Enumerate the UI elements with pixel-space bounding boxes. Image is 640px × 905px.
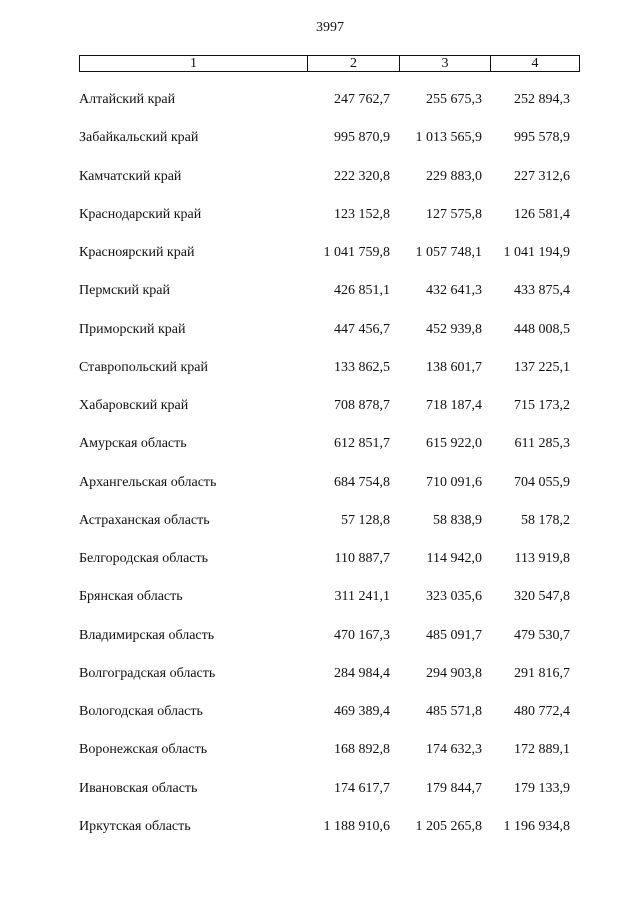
value-col-4: 480 772,4 [514, 704, 570, 719]
table-row [0, 356, 640, 394]
value-col-4: 1 196 934,8 [503, 818, 570, 834]
table-row [0, 318, 640, 356]
region-name: Иркутская область [79, 818, 191, 834]
table-row [0, 471, 640, 509]
table-row [0, 624, 640, 662]
value-col-4: 704 055,9 [514, 474, 570, 490]
value-col-2: 426 851,1 [334, 283, 390, 299]
value-col-3: 1 205 265,8 [415, 818, 482, 834]
value-col-4: 448 008,5 [514, 321, 570, 337]
value-col-2: 470 167,3 [334, 627, 390, 643]
table-row [0, 700, 640, 738]
value-col-2: 133 862,5 [334, 359, 390, 375]
value-col-3: 1 057 748,1 [415, 245, 482, 260]
value-col-4: 479 530,7 [514, 627, 570, 643]
table-row [0, 279, 640, 317]
value-col-3: 294 903,8 [426, 665, 482, 681]
value-col-2: 469 389,4 [334, 704, 390, 719]
value-col-3: 710 091,6 [426, 474, 482, 490]
region-name: Архангельская область [79, 474, 217, 490]
value-col-4: 995 578,9 [514, 130, 570, 146]
value-col-2: 174 617,7 [334, 780, 390, 796]
region-name: Воронежская область [79, 742, 208, 758]
table-row [0, 547, 640, 585]
value-col-3: 718 187,4 [426, 398, 482, 413]
value-col-3: 255 675,3 [426, 92, 482, 107]
value-col-2: 311 241,1 [334, 589, 390, 605]
value-col-4: 252 894,3 [514, 92, 570, 107]
value-col-4: 113 919,8 [514, 551, 570, 566]
region-name: Ставропольский край [79, 359, 208, 375]
table-row [0, 662, 640, 700]
value-col-2: 1 041 759,8 [323, 245, 390, 260]
column-header-table [79, 55, 580, 72]
table-row [0, 432, 640, 470]
region-name: Алтайский край [79, 92, 176, 107]
value-col-3: 138 601,7 [426, 359, 482, 375]
region-name: Камчатский край [79, 168, 182, 184]
column-header-2: 2 [308, 56, 400, 72]
value-col-3: 179 844,7 [426, 780, 482, 796]
value-col-3: 485 091,7 [426, 627, 482, 643]
value-col-4: 1 041 194,9 [503, 245, 570, 260]
value-col-2: 247 762,7 [334, 92, 390, 107]
column-header-row [80, 56, 580, 72]
table-row [0, 394, 640, 432]
value-col-4: 58 178,2 [521, 512, 570, 528]
table-row [0, 165, 640, 203]
value-col-3: 452 939,8 [426, 321, 482, 337]
value-col-4: 433 875,4 [514, 283, 570, 299]
region-name: Краснодарский край [79, 206, 202, 222]
value-col-2: 123 152,8 [334, 206, 390, 222]
value-col-2: 612 851,7 [334, 436, 390, 452]
table-row [0, 738, 640, 776]
value-col-2: 284 984,4 [334, 665, 390, 681]
value-col-4: 137 225,1 [514, 359, 570, 375]
table-row [0, 241, 640, 279]
table-body [0, 88, 640, 853]
value-col-3: 485 571,8 [426, 704, 482, 719]
region-name: Владимирская область [79, 627, 215, 643]
value-col-3: 58 838,9 [433, 512, 482, 528]
value-col-4: 126 581,4 [514, 206, 570, 222]
region-name: Хабаровский край [79, 398, 189, 413]
value-col-3: 432 641,3 [426, 283, 482, 299]
region-name: Брянская область [79, 589, 183, 605]
value-col-2: 222 320,8 [334, 168, 390, 184]
value-col-3: 323 035,6 [426, 589, 482, 605]
region-name: Вологодская область [79, 704, 203, 719]
value-col-4: 179 133,9 [514, 780, 570, 796]
region-name: Белгородская область [79, 551, 209, 566]
region-name: Ивановская область [79, 780, 198, 796]
table-row [0, 203, 640, 241]
value-col-4: 715 173,2 [514, 398, 570, 413]
value-col-2: 57 128,8 [341, 512, 390, 528]
region-name: Приморский край [79, 321, 186, 337]
value-col-4: 320 547,8 [514, 589, 570, 605]
value-col-2: 1 188 910,6 [323, 818, 390, 834]
value-col-2: 684 754,8 [334, 474, 390, 490]
table-row [0, 815, 640, 853]
region-name: Астраханская область [79, 512, 210, 528]
table-row [0, 585, 640, 623]
page-number: 3997 [316, 20, 344, 35]
value-col-2: 708 878,7 [334, 398, 390, 413]
value-col-4: 172 889,1 [514, 742, 570, 758]
column-header-4: 4 [491, 56, 580, 72]
value-col-2: 110 887,7 [334, 551, 390, 566]
column-header-3: 3 [400, 56, 491, 72]
region-name: Волгоградская область [79, 665, 216, 681]
region-name: Забайкальский край [79, 130, 199, 146]
value-col-4: 227 312,6 [514, 168, 570, 184]
value-col-3: 229 883,0 [426, 168, 482, 184]
table-row [0, 777, 640, 815]
value-col-2: 995 870,9 [334, 130, 390, 146]
table-row [0, 509, 640, 547]
value-col-3: 114 942,0 [426, 551, 482, 566]
column-header-1: 1 [80, 56, 308, 72]
region-name: Красноярский край [79, 245, 195, 260]
value-col-2: 168 892,8 [334, 742, 390, 758]
table-row [0, 126, 640, 164]
value-col-3: 127 575,8 [426, 206, 482, 222]
value-col-3: 174 632,3 [426, 742, 482, 758]
value-col-3: 1 013 565,9 [415, 130, 482, 146]
value-col-4: 291 816,7 [514, 665, 570, 681]
value-col-3: 615 922,0 [426, 436, 482, 452]
value-col-2: 447 456,7 [334, 321, 390, 337]
table-row [0, 88, 640, 126]
region-name: Амурская область [79, 436, 187, 452]
value-col-4: 611 285,3 [514, 436, 570, 452]
region-name: Пермский край [79, 283, 170, 299]
